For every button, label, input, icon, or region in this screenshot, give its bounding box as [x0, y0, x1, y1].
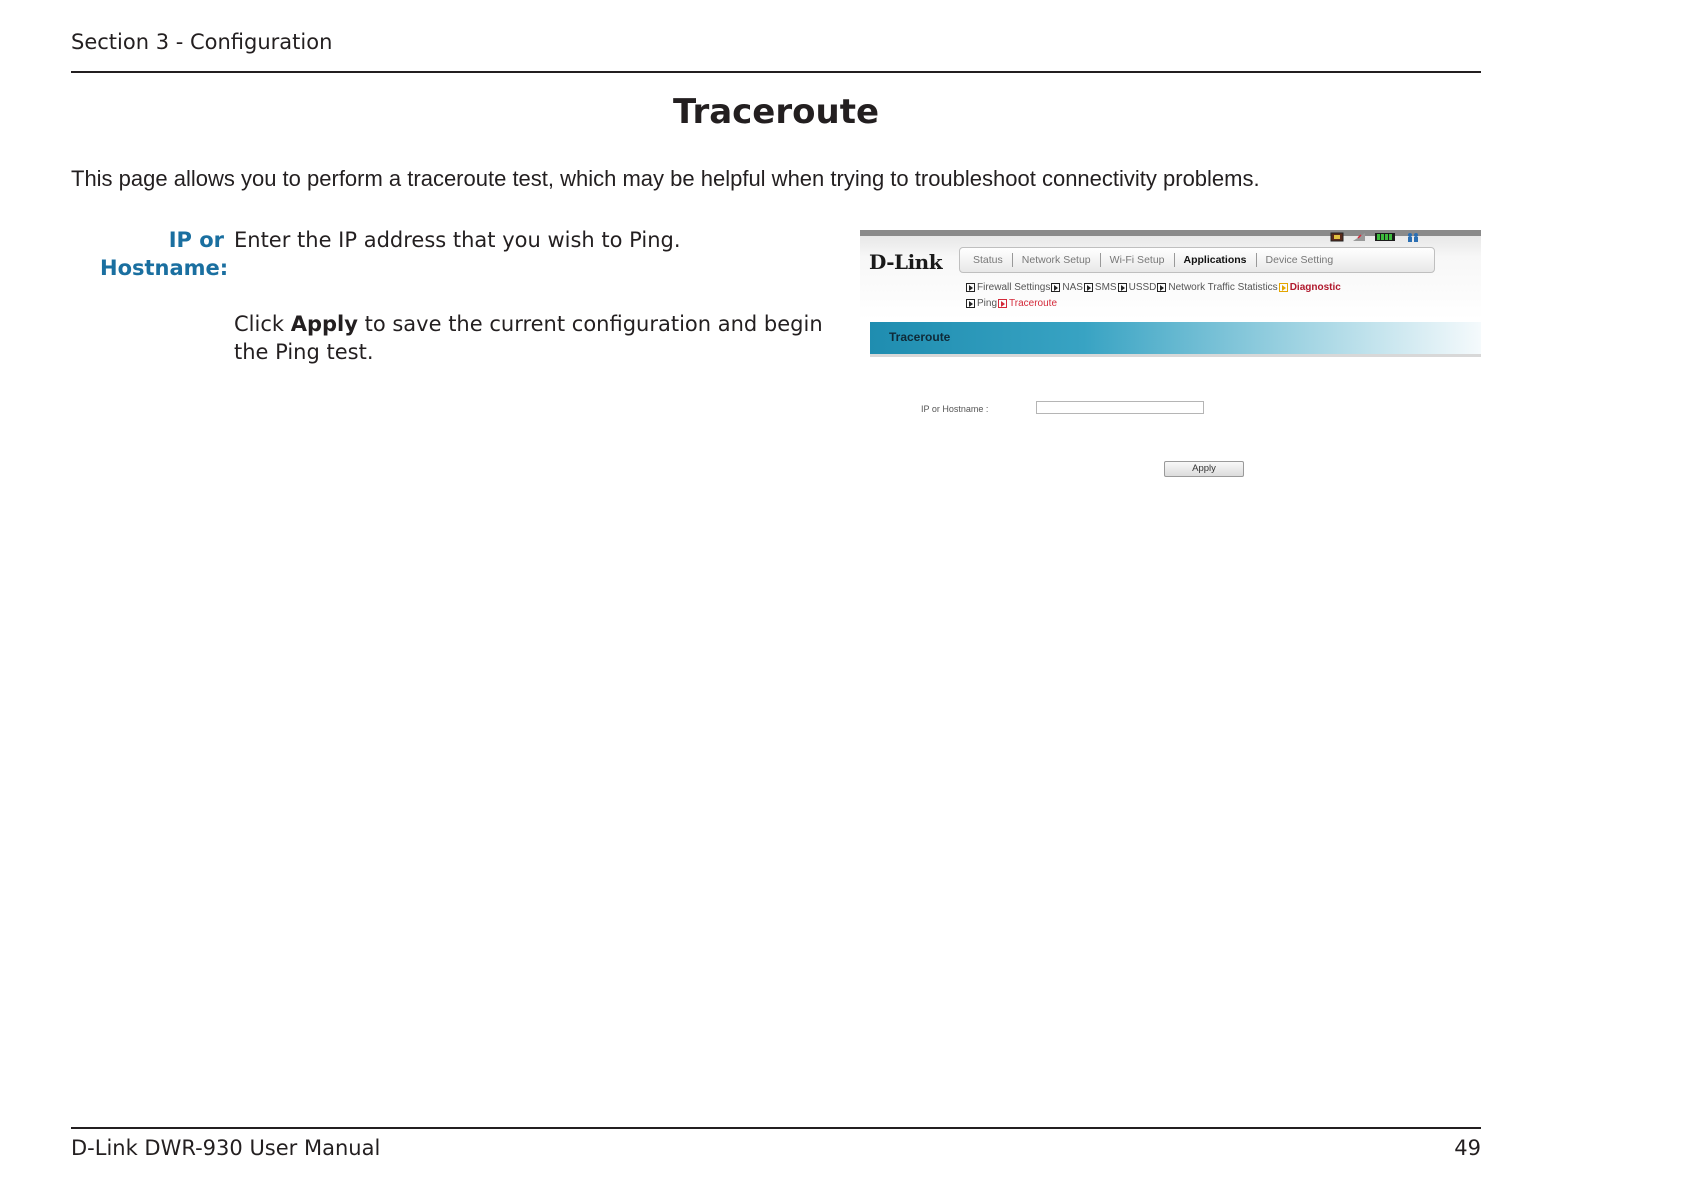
footer-manual: D-Link DWR-930 User Manual [71, 1136, 381, 1160]
intro-text: This page allows you to perform a traceroute test, which may be helpful when trying to troubleshoot connectivity problems. [71, 166, 1260, 191]
status-icons [1330, 232, 1420, 242]
signal-icon [1352, 232, 1366, 242]
arrow-icon [1279, 283, 1288, 292]
page-title: Traceroute [672, 92, 880, 132]
section-label: Section 3 - Configuration [71, 30, 333, 54]
arrow-icon [1118, 283, 1127, 292]
sim-icon [1330, 232, 1344, 242]
apply-button[interactable]: Apply [1164, 461, 1244, 477]
header-rule [71, 71, 1481, 73]
subnav-firewall-settings[interactable]: Firewall Settings [977, 282, 1051, 293]
subnav-network-traffic-statistics[interactable]: Network Traffic Statistics [1168, 282, 1278, 293]
subnav-sms[interactable]: SMS [1094, 282, 1117, 293]
users-icon [1406, 232, 1420, 242]
hostname-input[interactable] [1036, 401, 1204, 414]
apply-instruction [234, 310, 834, 366]
tab-network-setup[interactable]: Network Setup [1013, 253, 1101, 267]
tab-status[interactable]: Status [964, 253, 1013, 267]
subnav-ussd[interactable]: USSD [1128, 282, 1157, 293]
subnav-nas[interactable]: NAS [1062, 282, 1083, 293]
subnav-ping[interactable]: Ping [977, 298, 998, 309]
footer-rule [71, 1127, 1481, 1129]
field-description: Enter the IP address that you wish to Ping. [234, 228, 681, 252]
arrow-icon [1051, 283, 1060, 292]
arrow-icon [1157, 283, 1166, 292]
field-label [100, 226, 229, 282]
field-label-line2: Hostname: [100, 256, 229, 280]
hostname-label: IP or Hostname : [921, 404, 989, 414]
router-tabs [959, 247, 1435, 273]
subnav-diagnostic[interactable]: Diagnostic [1289, 282, 1341, 293]
field-label-line1: IP or [168, 228, 224, 252]
traceroute-banner [870, 322, 1481, 354]
tab-device-setting[interactable]: Device Setting [1265, 254, 1334, 266]
tab-applications[interactable]: Applications [1175, 253, 1257, 267]
subnav-row-1 [965, 282, 1341, 293]
router-header [860, 230, 1481, 320]
subnav-row-2 [965, 298, 1057, 309]
arrow-icon [966, 283, 975, 292]
router-screenshot [860, 230, 1481, 490]
subnav-traceroute[interactable]: Traceroute [1009, 298, 1057, 309]
arrow-icon [966, 299, 975, 308]
page-number: 49 [1454, 1136, 1481, 1160]
battery-icon [1374, 232, 1398, 242]
apply-instruction-keyword: Apply [290, 312, 358, 336]
arrow-icon [1084, 283, 1093, 292]
arrow-icon [998, 299, 1007, 308]
dlink-logo: D-Link [869, 250, 943, 274]
apply-instruction-prefix: Click [234, 312, 291, 336]
tab-wifi-setup[interactable]: Wi-Fi Setup [1101, 253, 1175, 267]
banner-title: Traceroute [889, 330, 951, 344]
banner-shadow [870, 354, 1481, 357]
apply-instruction-suffix: to save the current configuration and begin the Ping test. [234, 312, 823, 364]
